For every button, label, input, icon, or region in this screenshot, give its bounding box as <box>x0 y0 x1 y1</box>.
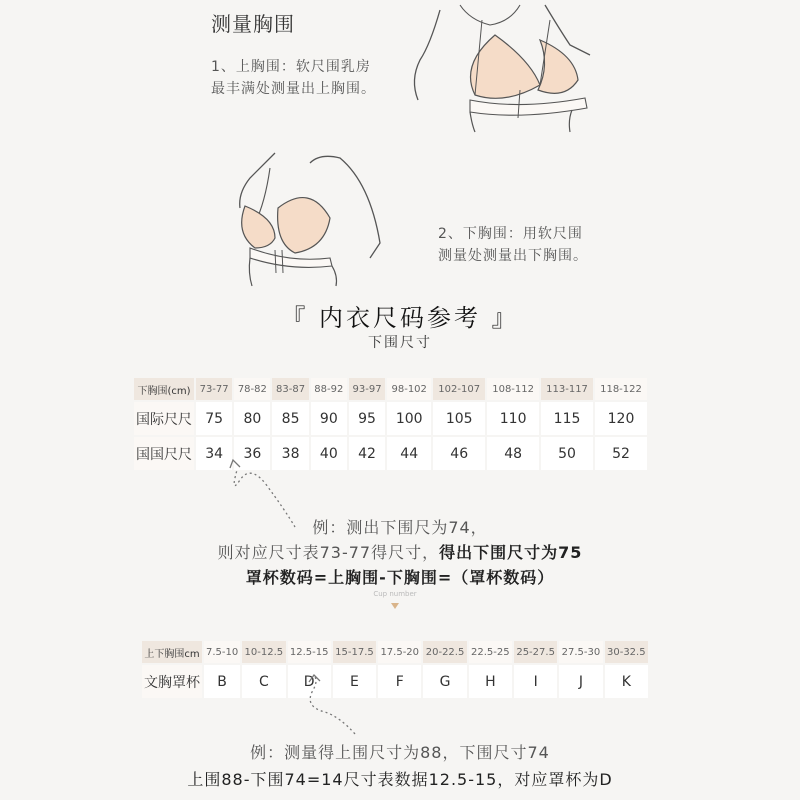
row-label: 国际尺尺 <box>133 401 195 436</box>
cup-cell: G <box>422 664 467 699</box>
lower-bust-note-line2: 测量处测量出下胸围。 <box>438 248 588 264</box>
table-row <box>141 664 649 699</box>
band-range-cell: 88-92 <box>310 377 348 401</box>
band-range-cell: 78-82 <box>233 377 271 401</box>
cup-range-cell: 27.5-30 <box>558 640 603 664</box>
cup-range-cell: 12.5-15 <box>287 640 332 664</box>
size-cell: 46 <box>432 436 486 471</box>
size-cell: 110 <box>486 401 540 436</box>
upper-bust-illustration <box>400 0 600 135</box>
size-cell: 115 <box>540 401 594 436</box>
table-row <box>133 401 648 436</box>
row-label: 文胸罩杯 <box>141 664 203 699</box>
cup-cell: H <box>468 664 513 699</box>
lower-bust-note <box>438 223 588 267</box>
cup-range-cell: 10-12.5 <box>241 640 286 664</box>
band-header-label: 下胸围(cm) <box>133 377 195 401</box>
band-range-cell: 108-112 <box>486 377 540 401</box>
size-cell: 75 <box>195 401 233 436</box>
cup-example-line2: 上围88-下围74=14尺寸表数据12.5-15，对应罩杯为D <box>187 770 613 789</box>
table-row <box>133 436 648 471</box>
cup-cell: I <box>513 664 558 699</box>
cup-cell: E <box>332 664 377 699</box>
size-cell: 80 <box>233 401 271 436</box>
band-example-line1: 例：测出下围尺为74， <box>312 518 488 537</box>
cup-range-cell: 30-32.5 <box>604 640 649 664</box>
dotted-arrow-icon <box>300 672 370 742</box>
size-reference-subtitle: 下围尺寸 <box>368 335 432 351</box>
size-reference-title: 『 内衣尺码参考 』 <box>281 304 519 332</box>
cup-cell: J <box>558 664 603 699</box>
cup-header-label: 上下胸围cm <box>141 640 203 664</box>
band-example-line2 <box>0 540 800 563</box>
band-range-cell: 98-102 <box>386 377 432 401</box>
lower-bust-illustration <box>220 148 400 288</box>
band-example-line2-plain: 则对应尺寸表73-77得尺寸， <box>217 543 440 562</box>
lower-bust-note-line1: 2、下胸围：用软尺围 <box>438 226 583 242</box>
cup-range-cell: 22.5-25 <box>468 640 513 664</box>
band-range-cell: 93-97 <box>348 377 386 401</box>
size-cell: 100 <box>386 401 432 436</box>
size-cell: 90 <box>310 401 348 436</box>
size-cell: 48 <box>486 436 540 471</box>
cup-cell: K <box>604 664 649 699</box>
upper-bust-note-line1: 1、上胸围：软尺围乳房 <box>211 59 371 75</box>
cup-cell: C <box>241 664 286 699</box>
cup-range-cell: 7.5-10 <box>203 640 241 664</box>
triangle-down-icon <box>390 602 400 610</box>
cup-cell: F <box>377 664 422 699</box>
cup-cell: D <box>287 664 332 699</box>
upper-bust-note <box>211 56 376 100</box>
size-cell: 120 <box>594 401 648 436</box>
cup-range-cell: 20-22.5 <box>422 640 467 664</box>
size-cell: 44 <box>386 436 432 471</box>
band-range-cell: 113-117 <box>540 377 594 401</box>
band-example-line2-bold: 得出下围尺寸为75 <box>439 543 583 562</box>
band-range-cell: 118-122 <box>594 377 648 401</box>
size-cell: 40 <box>310 436 348 471</box>
band-range-cell: 102-107 <box>432 377 486 401</box>
cup-number-caption: Cup number <box>373 590 417 598</box>
cup-example-line1: 例：测量得上围尺寸为88，下围尺寸74 <box>250 743 550 762</box>
size-cell: 38 <box>271 436 309 471</box>
measure-header: 测量胸围 <box>211 12 295 36</box>
size-cell: 52 <box>594 436 648 471</box>
cup-range-cell: 15-17.5 <box>332 640 377 664</box>
size-cell: 36 <box>233 436 271 471</box>
band-range-cell: 73-77 <box>195 377 233 401</box>
size-cell: 50 <box>540 436 594 471</box>
cup-table-header-row <box>141 640 649 664</box>
cup-range-cell: 17.5-20 <box>377 640 422 664</box>
cup-cell: B <box>203 664 241 699</box>
cup-size-table <box>140 639 650 700</box>
band-size-table <box>132 376 649 472</box>
row-label: 国国尺尺 <box>133 436 195 471</box>
upper-bust-note-line2: 最丰满处测量出上胸围。 <box>211 81 376 97</box>
band-range-cell: 83-87 <box>271 377 309 401</box>
size-cell: 85 <box>271 401 309 436</box>
cup-formula: 罩杯数码=上胸围-下胸围=（罩杯数码） <box>245 568 555 587</box>
size-cell: 42 <box>348 436 386 471</box>
size-cell: 105 <box>432 401 486 436</box>
size-cell: 95 <box>348 401 386 436</box>
band-table-header-row <box>133 377 648 401</box>
size-cell: 34 <box>195 436 233 471</box>
cup-range-cell: 25-27.5 <box>513 640 558 664</box>
